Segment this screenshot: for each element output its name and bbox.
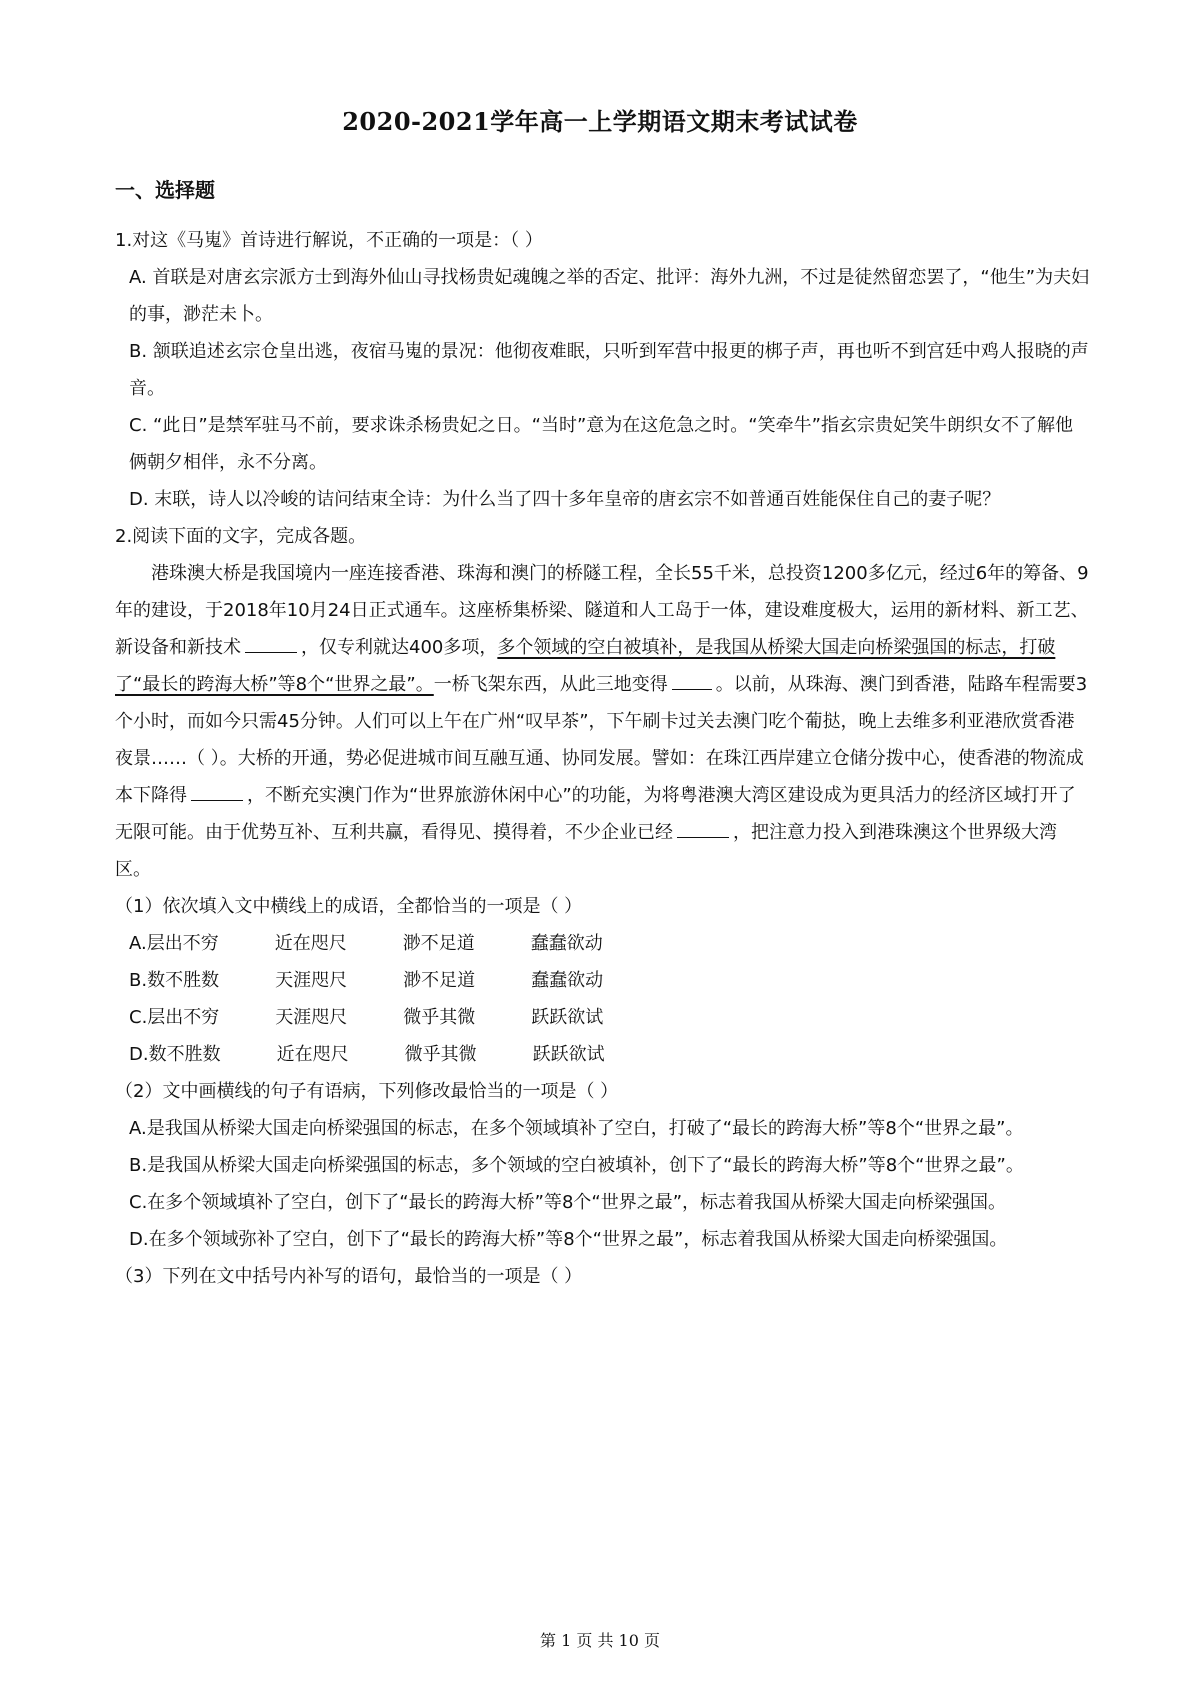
question-1-option-b: B. 颔联追述玄宗仓皇出逃，夜宿马嵬的景况：他彻夜难眠，只听到军营中报更的梆子声，再也听不到宫廷中鸡人报晓的声音。 — [129, 341, 1089, 399]
page-footer: 第 1 页 共 10 页 — [540, 1631, 660, 1650]
idiom: 层出不穷 — [147, 1007, 220, 1028]
question-2-stem: 2.阅读下面的文字，完成各题。 — [115, 526, 367, 547]
question-1 — [115, 222, 1090, 518]
idiom: 数不胜数 — [147, 970, 220, 991]
idiom: 微乎其微 — [404, 1044, 477, 1065]
idiom: 天涯咫尺 — [275, 1007, 348, 1028]
sub-question-2-option-d: D.在多个领域弥补了空白，创下了“最长的跨海大桥”等8个“世界之最”，标志着我国从桥梁大国走向桥梁强国。 — [129, 1229, 1008, 1250]
idiom: 层出不穷 — [146, 933, 219, 954]
fill-blank-4 — [677, 837, 729, 838]
passage-text-2: ，仅专利就达400多项， — [301, 637, 498, 658]
question-1-option-a: A. 首联是对唐玄宗派方士到海外仙山寻找杨贵妃魂魄之举的否定、批评：海外九洲，不过是徒然留恋罢了，“他生”为夫妇的事，渺茫未卜。 — [129, 267, 1090, 325]
question-1-stem: 1.对这《马嵬》首诗进行解说，不正确的一项是：（ ） — [115, 230, 543, 251]
idiom: 近在咫尺 — [274, 933, 347, 954]
passage-text-5: ，不断充实澳门作为“世界旅游休闲中心”的功能，为将粤港澳大湾区建设成为更具活力的经济区域打开了无限可能。由于优势互补、互利共赢，看得见、摸得着，不少企业已经 — [115, 785, 1076, 843]
option-letter: A. — [129, 933, 147, 954]
reading-passage — [115, 555, 1090, 888]
passage-text-3: 一桥飞架东西，从此三地变得 — [433, 674, 668, 695]
idiom: 近在咫尺 — [276, 1044, 349, 1065]
sub-question-1-option-b — [129, 962, 1090, 999]
idiom: 跃跃欲试 — [531, 1007, 604, 1028]
sub-question-1 — [115, 888, 1090, 1073]
question-1-option-c: C. “此日”是禁军驻马不前，要求诛杀杨贵妃之日。“当时”意为在这危急之时。“笑牵牛”指玄宗贵妃笑牛朗织女不了解他俩朝夕相伴，永不分离。 — [129, 415, 1073, 473]
sub-question-2 — [115, 1073, 1090, 1258]
option-letter: D. — [129, 1044, 149, 1065]
sub-question-2-option-a: A.是我国从桥梁大国走向桥梁强国的标志，在多个领域填补了空白，打破了“最长的跨海大桥”等8个“世界之最”。 — [129, 1118, 1024, 1139]
sub-question-3-stem: （3）下列在文中括号内补写的语句，最恰当的一项是（ ） — [115, 1266, 583, 1287]
fill-blank-2 — [672, 689, 712, 690]
idiom: 渺不足道 — [403, 970, 476, 991]
sub-question-2-option-b: B.是我国从桥梁大国走向桥梁强国的标志，多个领域的空白被填补，创下了“最长的跨海大桥”等8个“世界之最”。 — [129, 1155, 1024, 1176]
idiom: 天涯咫尺 — [275, 970, 348, 991]
sub-question-1-stem: （1）依次填入文中横线上的成语，全都恰当的一项是（ ） — [115, 896, 583, 917]
question-2 — [115, 518, 1090, 1295]
option-letter: C. — [129, 1007, 148, 1028]
idiom: 数不胜数 — [148, 1044, 221, 1065]
sub-question-2-option-c: C.在多个领域填补了空白，创下了“最长的跨海大桥”等8个“世界之最”，标志着我国从桥梁大国走向桥梁强国。 — [129, 1192, 1007, 1213]
sub-question-1-option-a — [129, 925, 1090, 962]
idiom: 蠢蠢欲动 — [530, 933, 603, 954]
sub-question-3 — [115, 1258, 1090, 1295]
section-heading: 一、选择题 — [115, 178, 215, 202]
passage-paragraph — [115, 555, 1090, 888]
fill-blank-3 — [191, 800, 243, 801]
question-1-option-d: D. 末联，诗人以冷峻的诘问结束全诗：为什么当了四十多年皇帝的唐玄宗不如普通百姓能保住自己的妻子呢？ — [129, 489, 1001, 510]
sub-question-1-option-c — [129, 999, 1090, 1036]
fill-blank-1 — [245, 652, 297, 653]
passage-text-4: 。以前，从珠海、澳门到香港，陆路车程需要3个小时，而如今只需45分钟。人们可以上午在广州“叹早茶”，下午刷卡过关去澳门吃个葡挞，晚上去维多利亚港欣赏香港夜景……（ ）。大桥的开通，势必促进城市间互融互通、协同发展。譬如：在珠江西岸建立仓储分拨中心，使香港的物流成本下降得 — [115, 674, 1088, 806]
sub-question-1-option-d — [129, 1036, 1090, 1073]
page-title: 2020-2021学年高一上学期语文期末考试试卷 — [342, 107, 858, 136]
exam-content — [115, 222, 1090, 1295]
option-letter: B. — [129, 970, 148, 991]
passage-text-1: 港珠澳大桥是我国境内一座连接香港、珠海和澳门的桥隧工程，全长55千米，总投资1200多亿元，经过6年的筹备、9年的建设，于2018年10月24日正式通车。这座桥集桥梁、隧道和人工岛于一体，建设难度极大，运用的新材料、新工艺、新设备和新技术 — [115, 563, 1089, 658]
idiom: 跃跃欲试 — [532, 1044, 605, 1065]
sub-question-2-stem: （2）文中画横线的句子有语病，下列修改最恰当的一项是（ ） — [115, 1081, 619, 1102]
passage-text-6: ，把注意力投入到港珠澳这个世界级大湾区。 — [115, 822, 1057, 880]
underlined-sentence: 多个领域的空白被填补，是我国从桥梁大国走向桥梁强国的标志，打破了“最长的跨海大桥”等8个“世界之最”。 — [115, 637, 1056, 695]
idiom: 渺不足道 — [402, 933, 475, 954]
idiom: 微乎其微 — [403, 1007, 476, 1028]
idiom: 蠢蠢欲动 — [531, 970, 604, 991]
